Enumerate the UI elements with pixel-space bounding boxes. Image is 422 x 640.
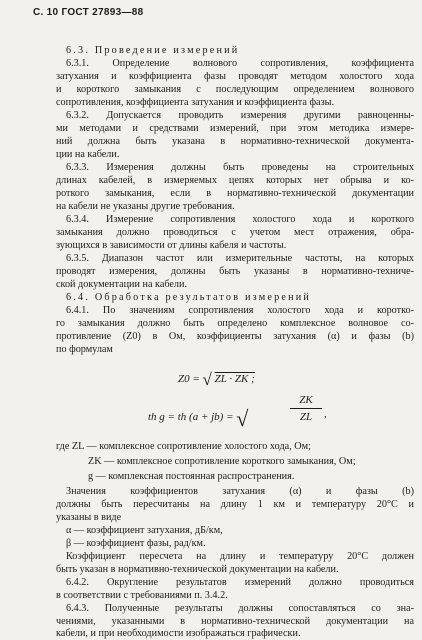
paragraph-line: сопротивления, коэффициента затухания и коэффициента фазы.: [56, 97, 334, 108]
paragraph-line: 6.3.5. Диапазон частот или измерительные частоты, на которых: [66, 253, 414, 264]
paragraph-line: на кабели не указаны другие требования.: [56, 201, 235, 212]
paragraph-line: 6.3.4. Измерение сопротивления холостого хода и короткого: [66, 214, 414, 225]
paragraph-line: ми методами и средствами измерений, при этом методика измере-: [56, 123, 414, 134]
fraction-bar: [290, 408, 322, 409]
formula-z0-left: Z0 =: [178, 373, 200, 385]
paragraph-line: замыкания должно проводиться с учетом мест отражения, обра-: [56, 227, 414, 238]
sqrt-sign: √: [236, 406, 249, 431]
paragraph-line: ции на кабели.: [56, 149, 120, 160]
page-header: С. 10 ГОСТ 27893—88: [33, 7, 144, 18]
formula-thg-fraction: [290, 394, 322, 423]
fraction-numerator: ZK: [299, 394, 313, 406]
section-heading-6-4: 6.4. Обработка результатов измерений: [66, 292, 312, 303]
paragraph-line: и короткого замыкания с последующим определением волнового: [56, 84, 414, 95]
section-heading-6-3: 6.3. Проведение измерений: [66, 45, 240, 56]
formula-z0: [178, 370, 255, 390]
paragraph-line: Значения коэффициентов затухания (α) и фазы (b): [66, 486, 414, 497]
paragraph-line: 6.4.2. Округление результатов измерений должно проводиться: [66, 577, 414, 588]
paragraph-line: го замыкания должно быть определено комплексное волновое со-: [56, 318, 414, 329]
sqrt-sign: √: [202, 370, 212, 389]
paragraph-line: чениями, указанными в нормативно-технической документации на: [56, 616, 414, 627]
paragraph-line: зующихся в зависимости от длины кабеля и частоты.: [56, 240, 287, 251]
definition-zl: где ZL — комплексное сопротивление холостого хода, Ом;: [56, 441, 311, 452]
paragraph-line: 6.3.3. Измерения должны быть проведены на строительных: [66, 162, 414, 173]
formula-thg: [148, 406, 248, 432]
paragraph-line: проводят измерения, должны быть указаны в нормативно-техниче-: [56, 266, 414, 277]
paragraph-line: должны быть пересчитаны на длину 1 км и температуру 20°С и: [56, 499, 414, 510]
definition-alpha: α — коэффициент затухания, дБ/км,: [66, 525, 223, 536]
paragraph-line: длинах кабелей, в измеряемых цепях которых нет обрыва и ко-: [56, 175, 414, 186]
definition-g: g — комплексная постоянная распространения.: [88, 471, 295, 482]
paragraph-line: затухания и коэффициента фазы проводят методом холостого хода: [56, 71, 414, 82]
paragraph-line: 6.4.3. Полученные результаты должны сопоставляться со зна-: [66, 603, 414, 614]
paragraph-line: 6.3.1. Определение волнового сопротивления, коэффициента: [66, 58, 414, 69]
paragraph-line: роткого замыкания, если в нормативно-технической документации: [56, 188, 414, 199]
formula-z0-right: ZL · ZK ;: [214, 373, 255, 385]
paragraph-line: Коэффициент пересчета на длину и температуру 20°С должен: [66, 551, 414, 562]
definition-beta: β — коэффициент фазы, рад/км.: [66, 538, 206, 549]
formula-thg-left: th g = th (a + jb) =: [148, 411, 234, 423]
paragraph-line: 6.4.1. По значениям сопротивления холостого хода и коротко-: [66, 305, 414, 316]
paragraph-line: по формулам: [56, 344, 113, 355]
paragraph-line: ний должна быть указана в нормативно-технической документа-: [56, 136, 414, 147]
paragraph-line: быть указан в нормативно-технической документации на кабели.: [56, 564, 339, 575]
paragraph-line: противление (Z0) в Ом, коэффициенты затухания (α) и фазы (b): [56, 331, 414, 342]
paragraph-line: 6.3.2. Допускается проводить измерения другими равноценны-: [66, 110, 414, 121]
paragraph-line: кабели, и при необходимости изображаться графически.: [56, 628, 301, 639]
formula-thg-tail: ,: [324, 408, 327, 420]
fraction-denominator: ZL: [299, 411, 313, 423]
paragraph-line: ской документации на кабели.: [56, 279, 187, 290]
paragraph-line: в соответствии с требованиями п. 3.4.2.: [56, 590, 228, 601]
paragraph-line: указаны в виде: [56, 512, 122, 523]
definition-zk: ZK — комплексное сопротивление короткого замыкания, Ом;: [88, 456, 356, 467]
